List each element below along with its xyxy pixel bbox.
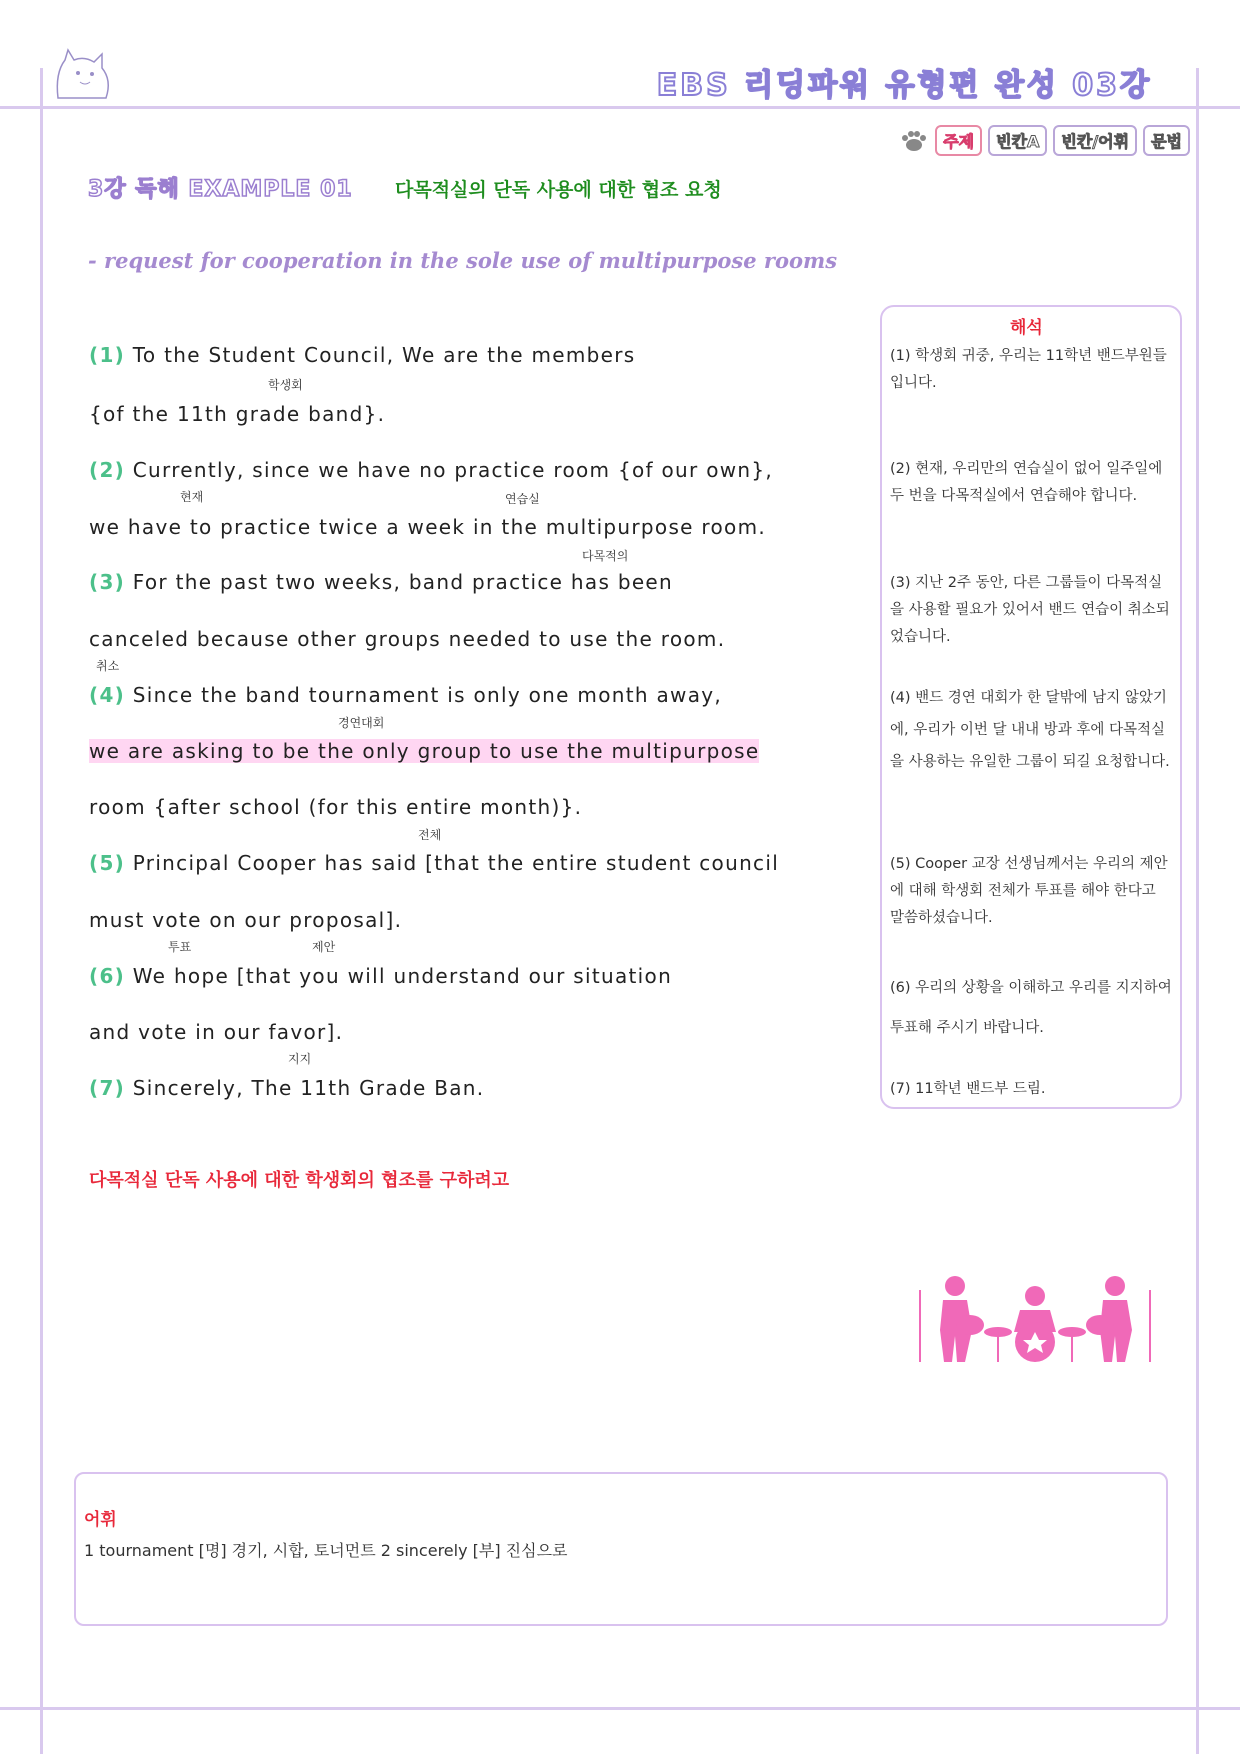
category-tags <box>899 125 1190 156</box>
page-title: EBS 리딩파워 유형편 완성 03강 <box>656 68 1152 103</box>
top-rule <box>0 106 1240 109</box>
annotation-tournament: 경연대회 <box>338 716 385 730</box>
translation-5: (5) Cooper 교장 선생님께서는 우리의 제안에 대해 학생회 전체가 투표를 해야 한다고 말씀하셨습니다. <box>890 856 1168 926</box>
example-title: 3강 독해 EXAMPLE 01 <box>88 177 353 202</box>
sentence-5-line-a: (5) Principal Cooper has said [that the entire student council <box>89 851 780 875</box>
annotation-practice-room: 연습실 <box>505 492 540 506</box>
sentence-4-line-a: (4) Since the band tournament is only one month away, <box>89 683 723 707</box>
sentence-5-line-b: must vote on our proposal]. <box>89 908 403 932</box>
annotation-currently: 현재 <box>180 490 204 504</box>
left-rule <box>40 68 43 1754</box>
right-rule <box>1196 68 1199 1754</box>
annotation-proposal: 제안 <box>312 940 336 954</box>
paw-icon <box>899 129 929 153</box>
sentence-3-line-a: (3) For the past two weeks, band practice has been <box>89 570 674 594</box>
annotation-entire: 전체 <box>418 828 442 842</box>
example-subtitle-en: - request for cooperation in the sole use of multipurpose rooms <box>88 248 838 273</box>
sentence-1-line-b: {of the 11th grade band}. <box>89 402 386 426</box>
example-subtitle-ko: 다목적실의 단독 사용에 대한 협조 요청 <box>395 179 722 201</box>
tag-grammar[interactable]: 문법 <box>1143 125 1190 156</box>
translation-3: (3) 지난 2주 동안, 다른 그룹들이 다목적실을 사용할 필요가 있어서 밴드 연습이 취소되었습니다. <box>890 575 1170 645</box>
sentence-7: (7) Sincerely, The 11th Grade Ban. <box>89 1076 485 1100</box>
sentence-3-line-b: canceled because other groups needed to use the room. <box>89 627 726 651</box>
tag-blank-a[interactable]: 빈칸A <box>988 125 1047 156</box>
sentence-2-line-a: (2) Currently, since we have no practice room {of our own}, <box>89 458 774 482</box>
sentence-4-line-b: we are asking to be the only group to use the multipurpose <box>89 739 760 763</box>
sentence-4-line-c: room {after school (for this entire month)}. <box>89 795 583 819</box>
vocabulary-heading: 어휘 <box>84 1510 117 1530</box>
sentence-6-line-a: (6) We hope [that you will understand our situation <box>89 964 673 988</box>
annotation-multipurpose: 다목적의 <box>582 549 629 563</box>
sentence-6-line-b: and vote in our favor]. <box>89 1020 344 1044</box>
band-illustration-icon <box>910 1270 1160 1365</box>
annotation-cancel: 취소 <box>96 659 120 673</box>
bottom-rule <box>0 1707 1240 1710</box>
translation-2: (2) 현재, 우리만의 연습실이 없어 일주일에 두 번을 다목적실에서 연습해야 합니다. <box>890 461 1163 504</box>
annotation-favor: 지지 <box>288 1052 312 1066</box>
sentence-1-line-a: (1) To the Student Council, We are the members <box>89 343 636 367</box>
translation-heading: 해석 <box>1010 318 1043 338</box>
annotation-student-council: 학생회 <box>268 378 303 392</box>
translation-6: (6) 우리의 상황을 이해하고 우리를 지지하여 투표해 주시기 바랍니다. <box>890 980 1172 1036</box>
annotation-vote: 투표 <box>168 940 192 954</box>
translation-1: (1) 학생회 귀중, 우리는 11학년 밴드부원들입니다. <box>890 348 1167 391</box>
summary: 다목적실 단독 사용에 대한 학생회의 협조를 구하려고 <box>89 1170 510 1191</box>
translation-4: (4) 밴드 경연 대회가 한 달밖에 남지 않았기에, 우리가 이번 달 내내 방과 후에 다목적실을 사용하는 유일한 그룹이 되길 요청합니다. <box>890 690 1170 770</box>
translation-7: (7) 11학년 밴드부 드림. <box>890 1081 1046 1097</box>
vocabulary-text: 1 tournament [명] 경기, 시합, 토너먼트 2 sincerely [부] 진심으로 <box>84 1541 568 1560</box>
tag-blank-vocab[interactable]: 빈칸/어휘 <box>1053 125 1137 156</box>
cat-logo-icon <box>50 48 120 103</box>
sentence-2-line-b: we have to practice twice a week in the multipurpose room. <box>89 515 767 539</box>
tag-topic[interactable]: 주제 <box>935 125 982 156</box>
